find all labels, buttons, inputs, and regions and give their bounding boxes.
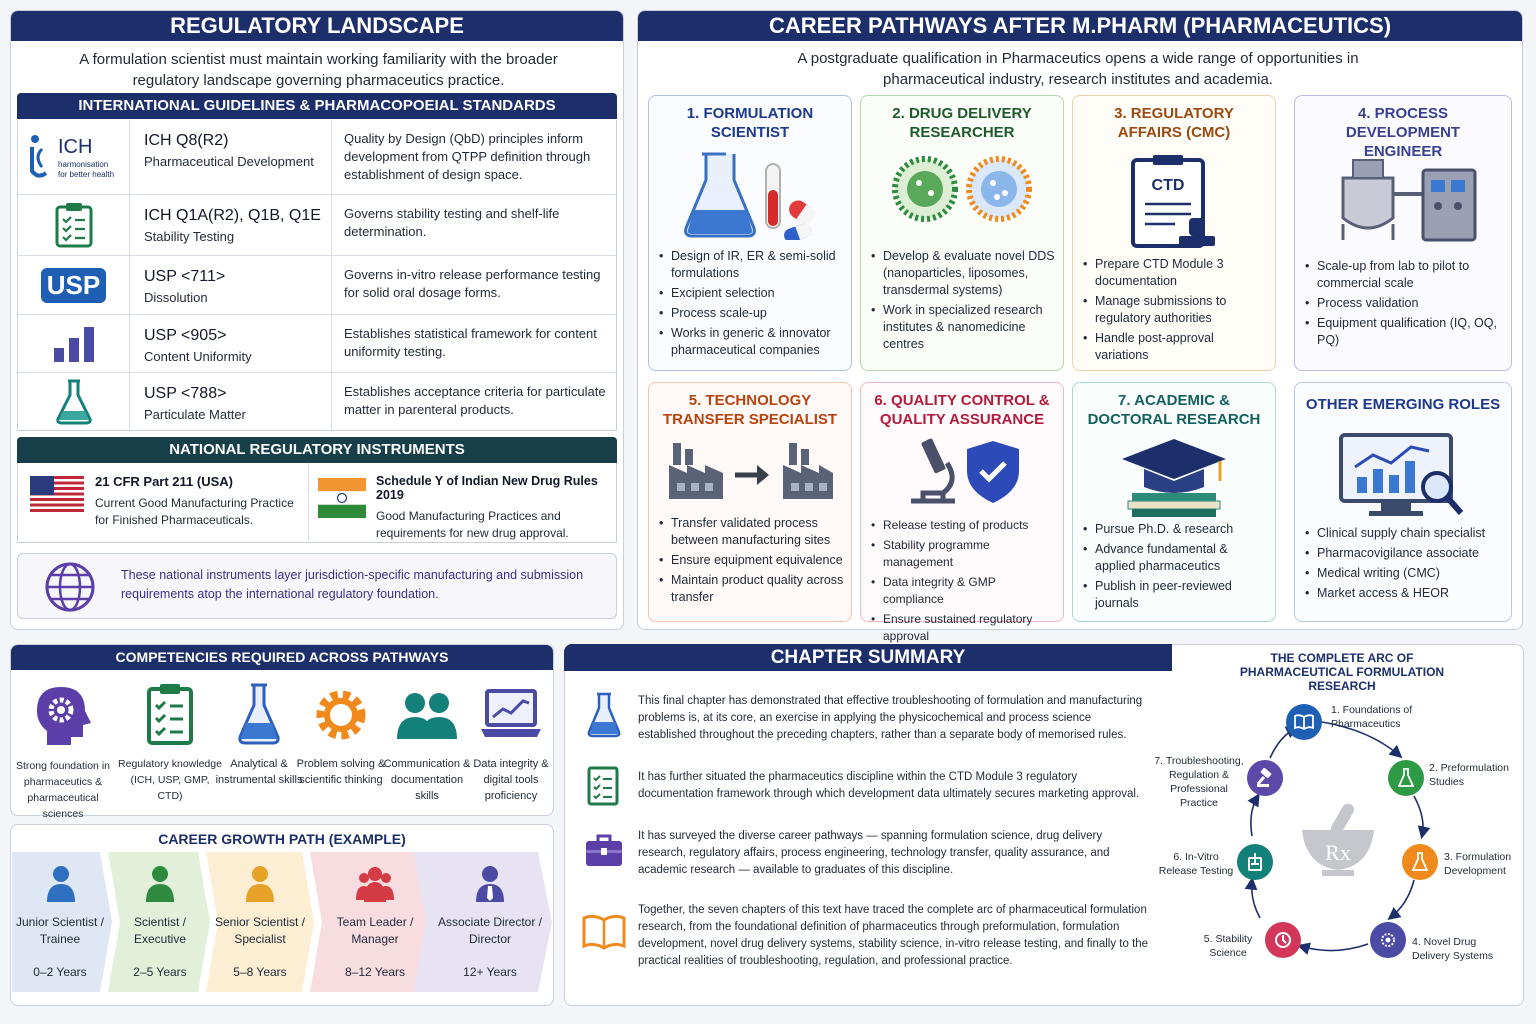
- career-intro: A postgraduate qualification in Pharmaceutics opens a wide range of opportunities in pharmaceutical industry, research institutes and academia.: [797, 50, 1359, 88]
- arc-title: THE COMPLETE ARC OF PHARMACEUTICAL FORMULATION RESEARCH: [1239, 651, 1445, 693]
- graduation-cap-icon: [1073, 435, 1275, 519]
- guideline-name: Stability Testing: [144, 229, 235, 244]
- career-card-drug-delivery: [860, 95, 1064, 371]
- career-card-academic: [1072, 382, 1276, 622]
- flask-icon: [214, 683, 304, 750]
- summary-text: It has further situated the pharmaceutics discipline within the CTD Module 3 regulatory documentation framework through which development data ultimately secures marketing approval.: [638, 771, 1140, 800]
- card-bullet: • Ensure sustained regulatory approval: [871, 611, 1057, 645]
- guideline-row: [18, 255, 616, 314]
- card-bullet: • Manage submissions to regulatory authorities: [1083, 293, 1269, 327]
- guideline-row: [18, 314, 616, 372]
- competency-label: Data integrity & digital tools proficiency: [473, 758, 549, 802]
- card-bullet: • Publish in peer-reviewed journals: [1083, 578, 1269, 612]
- arc-label: 5. Stability Science: [1203, 933, 1253, 959]
- book-icon: [582, 914, 626, 955]
- microscope-shield-icon: [861, 435, 1063, 507]
- card-bullets: [1083, 256, 1269, 367]
- card-bullets: [1083, 521, 1269, 615]
- card-bullets: [1305, 525, 1505, 605]
- card-bullet: • Clinical supply chain specialist: [1305, 525, 1505, 542]
- card-bullet: • Design of IR, ER & semi-solid formulations: [659, 248, 845, 282]
- competency-item: [466, 683, 556, 804]
- growth-stage: [214, 852, 306, 992]
- card-title: 4. PROCESS DEVELOPMENT ENGINEER: [1345, 105, 1461, 160]
- competency-label: Analytical & instrumental skills: [215, 758, 303, 786]
- stage-role: Junior Scientist / Trainee: [15, 915, 105, 946]
- stage-role: Team Leader / Manager: [336, 915, 414, 946]
- national-note: These national instruments layer jurisdiction-specific manufacturing and submission requirements atop the international regulatory foundation.: [121, 568, 584, 601]
- stage-role: Scientist / Executive: [133, 915, 187, 946]
- guideline-desc: Quality by Design (QbD) principles inform development from QTPP definition through establishment of design space.: [344, 131, 591, 182]
- card-bullet: • Pharmacovigilance associate: [1305, 545, 1505, 562]
- flask-icon: [649, 150, 851, 240]
- gear-icon: [296, 683, 386, 750]
- svg-text:harmonisation: harmonisation: [57, 160, 108, 169]
- competency-label: Strong foundation in pharmaceutics & pharmaceutical sciences: [16, 760, 110, 820]
- guideline-row: [18, 120, 616, 194]
- team-icon: [356, 864, 394, 909]
- arc-node-novel-drug-delivery: [1370, 922, 1406, 958]
- national-desc: Good Manufacturing Practices and requirements for new drug approval.: [376, 509, 569, 540]
- regulatory-title: REGULATORY LANDSCAPE: [11, 11, 623, 41]
- arc-label: 6. In-Vitro Release Testing: [1158, 851, 1234, 877]
- competency-label: Problem solving & scientific thinking: [296, 758, 386, 786]
- flask-icon: [586, 692, 622, 743]
- growth-stage: [322, 852, 428, 992]
- card-title: 3. REGULATORY AFFAIRS (CMC): [1114, 105, 1234, 141]
- career-title: CAREER PATHWAYS AFTER M.PHARM (PHARMACEUTICS): [638, 11, 1522, 41]
- briefcase-icon: [584, 832, 624, 873]
- national-title: 21 CFR Part 211 (USA): [95, 474, 233, 489]
- usp-logo: USP: [41, 268, 106, 303]
- laptop-chart-icon: [466, 683, 556, 750]
- card-bullet: • Market access & HEOR: [1305, 585, 1505, 602]
- stage-role: Associate Director / Director: [437, 915, 543, 946]
- career-card-emerging-roles: [1294, 382, 1512, 622]
- ctd-document-icon: [1073, 154, 1275, 254]
- growth-title: CAREER GROWTH PATH (EXAMPLE): [158, 831, 406, 847]
- card-bullets: [659, 248, 845, 362]
- stage-years: 2–5 Years: [133, 965, 187, 979]
- card-title: 5. TECHNOLOGY TRANSFER SPECIALIST: [662, 392, 838, 428]
- growth-stage: [114, 852, 206, 992]
- card-bullet: • Handle post-approval variations: [1083, 330, 1269, 364]
- career-card-regulatory-affairs: [1072, 95, 1276, 371]
- arc-label: 1. Foundations of Pharmaceutics: [1331, 704, 1413, 730]
- guideline-desc: Establishes statistical framework for content uniformity testing.: [344, 326, 597, 359]
- card-bullet: • Scale-up from lab to pilot to commercial scale: [1305, 258, 1505, 292]
- checklist-icon: [586, 764, 620, 811]
- reactor-equipment-icon: [1295, 154, 1511, 244]
- summary-text: It has surveyed the diverse career pathways — spanning formulation science, drug delivery research, regulatory affairs, process engineering, technology transfer, quality assurance, and academic research — available to graduates of this discipline.: [638, 830, 1110, 876]
- national-divider: [308, 463, 309, 543]
- card-bullet: • Medical writing (CMC): [1305, 565, 1505, 582]
- card-bullet: • Data integrity & GMP compliance: [871, 574, 1057, 608]
- summary-title: CHAPTER SUMMARY: [564, 644, 1172, 671]
- card-bullet: • Excipient selection: [659, 285, 845, 302]
- guideline-desc: Governs in-vitro release performance testing for solid oral dosage forms.: [344, 267, 601, 300]
- competency-item: [18, 683, 108, 822]
- svg-text:CTD: CTD: [1151, 177, 1185, 194]
- arc-node-preformulation: [1388, 760, 1424, 796]
- us-flag-icon: [30, 476, 84, 512]
- card-bullets: [659, 515, 845, 609]
- competency-item: [118, 683, 222, 804]
- stage-role: Senior Scientist / Specialist: [214, 915, 306, 946]
- checklist-icon: [118, 683, 222, 750]
- career-card-formulation-scientist: [648, 95, 852, 371]
- growth-stage: [434, 852, 546, 992]
- svg-text:for better health: for better health: [57, 170, 114, 179]
- card-bullet: • Develop & evaluate novel DDS (nanoparticles, liposomes, transdermal systems): [871, 248, 1057, 299]
- arc-node-troubleshooting: [1247, 760, 1283, 796]
- guideline-name: Dissolution: [144, 290, 208, 305]
- stage-years: 8–12 Years: [344, 965, 406, 979]
- person-icon: [46, 864, 76, 909]
- ich-logo: [18, 120, 130, 194]
- summary-text: This final chapter has demonstrated that effective troubleshooting of formulation and manufacturing problems is, at its core, an exercise in applying the physicochemical and process science established throughout the preceding chapters, rather than a separate body of memorised rules.: [638, 695, 1143, 741]
- card-title: 1. FORMULATION SCIENTIST: [686, 105, 814, 141]
- guideline-code: USP <711>: [144, 268, 226, 285]
- stage-years: 12+ Years: [463, 965, 517, 979]
- card-bullet: • Release testing of products: [871, 517, 1057, 534]
- arc-label: 3. Formulation Development: [1444, 851, 1512, 877]
- arc-node-formulation-development: [1402, 844, 1438, 880]
- guidelines-table: [17, 120, 617, 431]
- arc-node-foundations: [1286, 704, 1322, 740]
- national-instruments-title: NATIONAL REGULATORY INSTRUMENTS: [17, 437, 617, 463]
- card-title: 6. QUALITY CONTROL & QUALITY ASSURANCE: [874, 392, 1050, 428]
- growth-stage: [14, 852, 106, 992]
- card-title: OTHER EMERGING ROLES: [1305, 396, 1501, 413]
- card-title: 7. ACADEMIC & DOCTORAL RESEARCH: [1087, 392, 1261, 428]
- summary-text: Together, the seven chapters of this text have traced the complete arc of pharmaceutical formulation research, from the foundational definition of pharmaceutics through preformulation, formulation development, novel drug delivery systems, stability science, in-vitro release testing, and finally to the practical realities of troubleshooting, regulation, and professional practice.: [638, 904, 1149, 967]
- svg-text:Rx: Rx: [1325, 840, 1351, 865]
- clipboard-checklist-icon: [18, 195, 130, 255]
- flask-icon: [18, 373, 130, 430]
- card-bullet: • Pursue Ph.D. & research: [1083, 521, 1269, 538]
- national-india: [376, 474, 614, 554]
- bar-chart-icon: [18, 315, 130, 372]
- monitor-analytics-icon: [1295, 431, 1511, 521]
- card-bullet: • Ensure equipment equivalence: [659, 552, 845, 569]
- competency-item: [214, 683, 304, 788]
- national-usa: [95, 474, 300, 554]
- guideline-desc: Governs stability testing and shelf-life determination.: [344, 206, 560, 239]
- guideline-code: USP <788>: [144, 385, 227, 402]
- globe-icon: [44, 561, 96, 618]
- guideline-desc: Establishes acceptance criteria for particulate matter in parenteral products.: [344, 384, 606, 417]
- card-bullet: • Maintain product quality across transfer: [659, 572, 845, 606]
- card-bullets: [1305, 258, 1505, 352]
- guideline-row: [18, 194, 616, 255]
- card-bullet: • Transfer validated process between manufacturing sites: [659, 515, 845, 549]
- card-bullet: • Process scale-up: [659, 305, 845, 322]
- factory-transfer-icon: [649, 439, 851, 503]
- guideline-name: Content Uniformity: [144, 349, 252, 364]
- stage-years: 5–8 Years: [233, 965, 287, 979]
- competency-item: [382, 683, 472, 804]
- guideline-row: [18, 372, 616, 430]
- card-bullet: • Process validation: [1305, 295, 1505, 312]
- card-bullet: • Work in specialized research institutes & nanomedicine centres: [871, 302, 1057, 353]
- mortar-pestle-icon: [1298, 800, 1378, 885]
- career-card-technology-transfer: [648, 382, 852, 622]
- nanoparticle-icon: [861, 152, 1063, 226]
- guideline-code: ICH Q1A(R2), Q1B, Q1E: [144, 207, 321, 224]
- card-bullet: • Equipment qualification (IQ, OQ, PQ): [1305, 315, 1505, 349]
- guideline-name: Pharmaceutical Development: [144, 154, 314, 169]
- svg-text:ICH: ICH: [57, 136, 92, 158]
- guideline-code: USP <905>: [144, 327, 227, 344]
- career-card-quality: [860, 382, 1064, 643]
- competencies-title: COMPETENCIES REQUIRED ACROSS PATHWAYS: [11, 645, 553, 670]
- arc-label: 2. Preformulation Studies: [1429, 762, 1509, 788]
- card-bullet: • Works in generic & innovator pharmaceutical companies: [659, 325, 845, 359]
- card-bullet: • Advance fundamental & applied pharmaceutics: [1083, 541, 1269, 575]
- india-flag-icon: [318, 478, 366, 518]
- competency-label: Communication & documentation skills: [383, 758, 471, 802]
- international-guidelines-title: INTERNATIONAL GUIDELINES & PHARMACOPOEIAL STANDARDS: [17, 93, 617, 119]
- director-icon: [475, 864, 505, 909]
- card-bullet: • Prepare CTD Module 3 documentation: [1083, 256, 1269, 290]
- guideline-name: Particulate Matter: [144, 407, 246, 422]
- person-icon: [145, 864, 175, 909]
- national-desc: Current Good Manufacturing Practice for Finished Pharmaceuticals.: [95, 496, 294, 527]
- career-card-process-development: [1294, 95, 1512, 371]
- arc-node-stability: [1265, 922, 1301, 958]
- card-bullet: • Stability programme management: [871, 537, 1057, 571]
- arc-label: 7. Troubleshooting, Regulation & Professional Practice: [1154, 755, 1244, 809]
- stage-years: 0–2 Years: [33, 965, 87, 979]
- card-title: 2. DRUG DELIVERY RESEARCHER: [892, 105, 1032, 141]
- card-bullets: [871, 517, 1057, 648]
- arc-node-in-vitro-release: [1237, 844, 1273, 880]
- guideline-code: ICH Q8(R2): [144, 132, 229, 149]
- competency-label: Regulatory knowledge (ICH, USP, GMP, CTD): [118, 758, 222, 802]
- people-icon: [382, 683, 472, 750]
- national-title: Schedule Y of Indian New Drug Rules 2019: [376, 474, 598, 502]
- brain-gear-icon: [18, 683, 108, 752]
- card-bullets: [871, 248, 1057, 356]
- person-icon: [245, 864, 275, 909]
- regulatory-intro: A formulation scientist must maintain working familiarity with the broader regulatory landscape governing pharmaceutics practice.: [79, 51, 558, 89]
- competency-item: [296, 683, 386, 788]
- arc-label: 4. Novel Drug Delivery Systems: [1412, 936, 1494, 962]
